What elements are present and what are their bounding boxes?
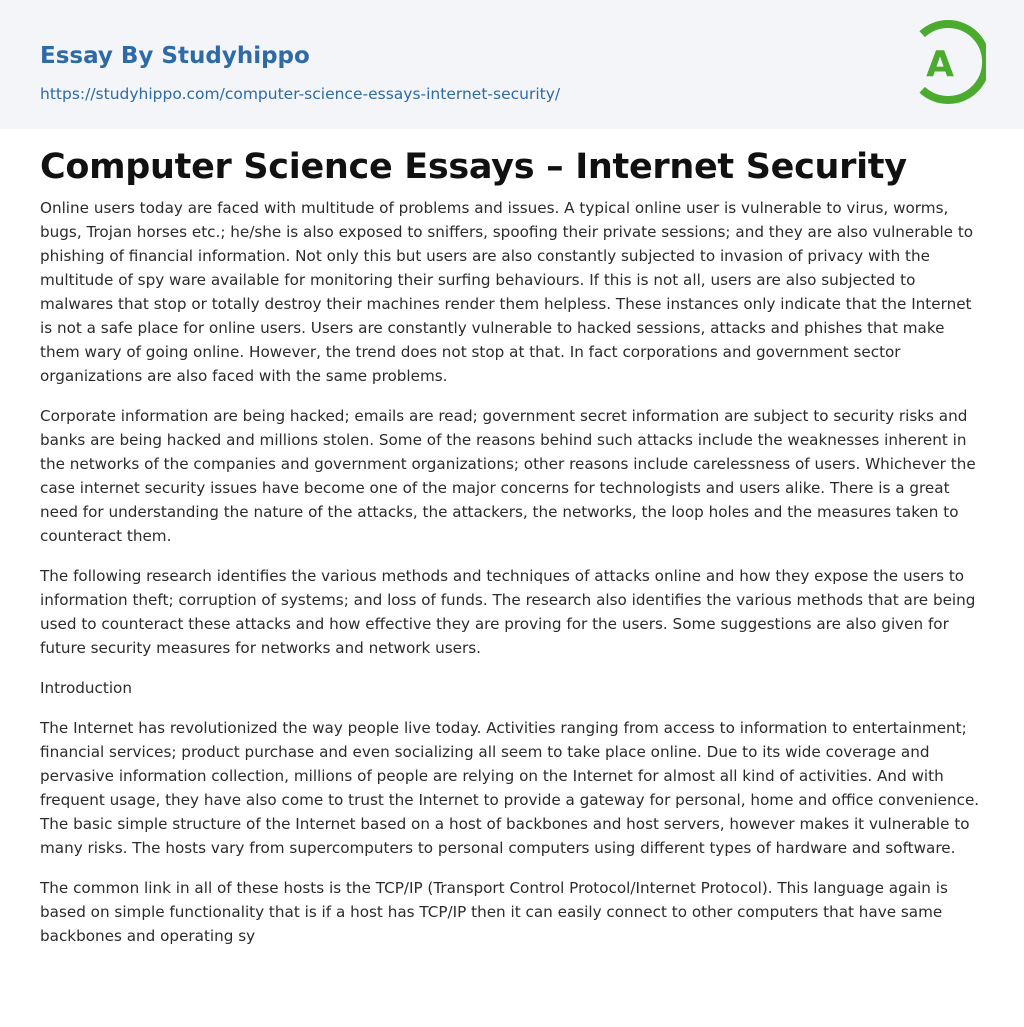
essay-paragraph-1: Online users today are faced with multitude of problems and issues. A typical online user is vulnerable to virus, worms, bugs, Trojan horses etc.; he/she is also exposed to sniffers, spoofing their private sessions; and they are also vulnerable to phishing of financial information. Not only this but users are also constantly subjected to invasion of privacy with the multitude of spy ware available for monitoring their surfing behaviours. If this is not all, users are also subjected to malwares that stop or totally destroy their machines render them helpless. These instances only indicate that the Internet is not a safe place for online users. Users are constantly vulnerable to hacked sessions, attacks and phishes that make them wary of going online. However, the trend does not stop at that. In fact corporations and government sector organizations are also faced with the same problems. xyxy=(40,199,974,385)
essay-title: Computer Science Essays – Internet Security xyxy=(40,147,907,187)
essay-paragraph-2: Corporate information are being hacked; emails are read; government secret information are subject to security risks and banks are being hacked and millions stolen. Some of the reasons behind such attacks include the weaknesses inherent in the networks of the companies and government organizations; other reasons include carelessness of users. Whichever the case internet security issues have become one of the major concerns for technologists and users alike. There is a great need for understanding the nature of the attacks, the attackers, the networks, the loop holes and the measures taken to counteract them. xyxy=(40,407,976,545)
section-heading-introduction: Introduction xyxy=(40,679,132,697)
essay-content xyxy=(40,142,985,964)
site-header xyxy=(0,0,1024,129)
logo-letter: A xyxy=(926,44,954,85)
brand-name[interactable]: Essay By Studyhippo xyxy=(40,43,310,69)
essay-paragraph-3: The following research identifies the various methods and techniques of attacks online and how they expose the users to information theft; corruption of systems; and loss of funds. The research also identifies the various methods that are being used to counteract these attacks and how effective they are proving for the users. Some suggestions are also given for future security measures for networks and network users. xyxy=(40,567,976,657)
studyhippo-logo-icon[interactable] xyxy=(912,19,986,105)
essay-paragraph-5: The common link in all of these hosts is the TCP/IP (Transport Control Protocol/Internet Protocol). This language again is based on simple functionality that is if a host has TCP/IP then it can easily connect to other computers that have same backbones and operating sy xyxy=(40,879,948,945)
essay-paragraph-4: The Internet has revolutionized the way people live today. Activities ranging from access to information to entertainment; financial services; product purchase and even socializing all seem to take place online. Due to its wide coverage and pervasive information collection, millions of people are relying on the Internet for almost all kind of activities. And with frequent usage, they have also come to trust the Internet to provide a gateway for personal, home and office convenience. The basic simple structure of the Internet based on a host of backbones and host servers, however makes it vulnerable to many risks. The hosts vary from supercomputers to personal computers using different types of hardware and software. xyxy=(40,719,980,857)
page-url-link[interactable]: https://studyhippo.com/computer-science-essays-internet-security/ xyxy=(40,85,561,103)
